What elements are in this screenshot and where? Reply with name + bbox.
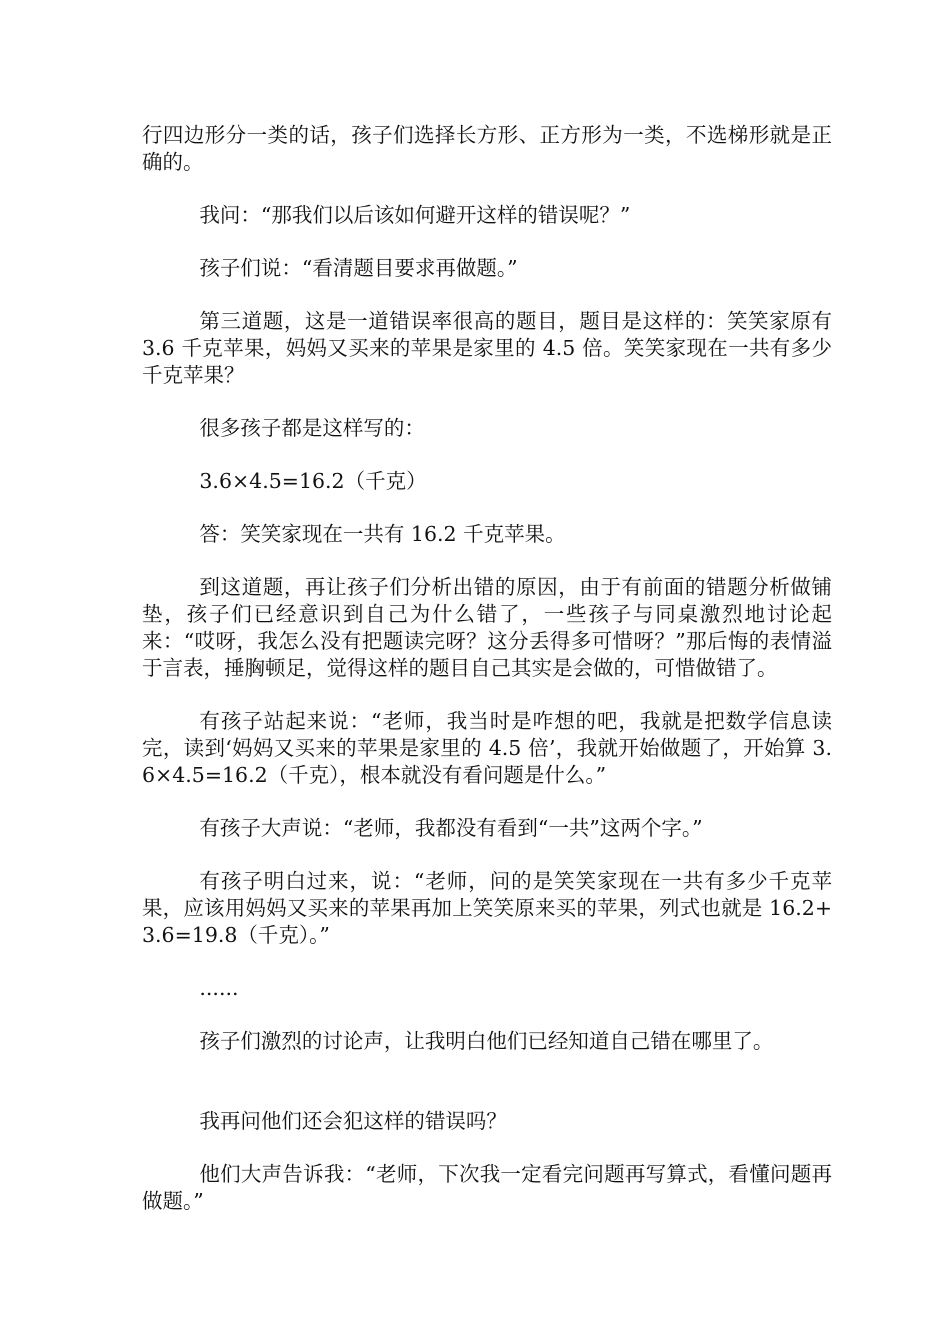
paragraph-14: 我再问他们还会犯这样的错误吗？ <box>199 1109 507 1133</box>
paragraph-3: 孩子们说：“看清题目要求再做题。” <box>199 256 518 280</box>
paragraph-4: 第三道题，这是一道错误率很高的题目，题目是这样的：笑笑家原有 3.6 千克苹果，妈妈又买来的苹果是家里的 4.5 倍。笑笑家现在一共有多少千克苹果？ <box>142 309 832 387</box>
paragraph-11: 有孩子明白过来，说：“老师，问的是笑笑家现在一共有多少千克苹果，应该用妈妈又买来的苹果再加上笑笑原来买的苹果，列式也就是 16.2+3.6=19.8（千克）。” <box>142 869 832 947</box>
paragraph-2: 我问：“那我们以后该如何避开这样的错误呢？” <box>199 203 631 227</box>
paragraph-5: 很多孩子都是这样写的： <box>199 416 425 440</box>
paragraph-10: 有孩子大声说：“老师，我都没有看到“一共”这两个字。” <box>199 816 703 840</box>
document-body <box>142 122 832 1241</box>
paragraph-9: 有孩子站起来说：“老师，我当时是咋想的吧，我就是把数学信息读完，读到‘妈妈又买来的苹果是家里的 4.5 倍’，我就开始做题了，开始算 3.6×4.5=16.2（千克），根本就没有看问题是什么。” <box>142 709 832 787</box>
paragraph-8: 到这道题，再让孩子们分析出错的原因，由于有前面的错题分析做铺垫，孩子们已经意识到自己为什么错了，一些孩子与同桌激烈地讨论起来：“哎呀，我怎么没有把题读完呀？这分丢得多可惜呀？”那后悔的表情溢于言表，捶胸顿足，觉得这样的题目自己其实是会做的，可惜做错了。 <box>142 575 832 680</box>
paragraph-6: 3.6×4.5=16.2（千克） <box>199 469 427 493</box>
paragraph-15: 他们大声告诉我：“老师，下次我一定看完问题再写算式，看懂问题再做题。” <box>142 1162 832 1213</box>
paragraph-1: 行四边形分一类的话，孩子们选择长方形、正方形为一类，不选梯形就是正确的。 <box>142 123 832 174</box>
paragraph-13: 孩子们激烈的讨论声，让我明白他们已经知道自己错在哪里了。 <box>199 1029 774 1053</box>
paragraph-7: 答：笑笑家现在一共有 16.2 千克苹果。 <box>199 522 566 546</box>
ellipsis-line: ...... <box>199 976 239 1000</box>
